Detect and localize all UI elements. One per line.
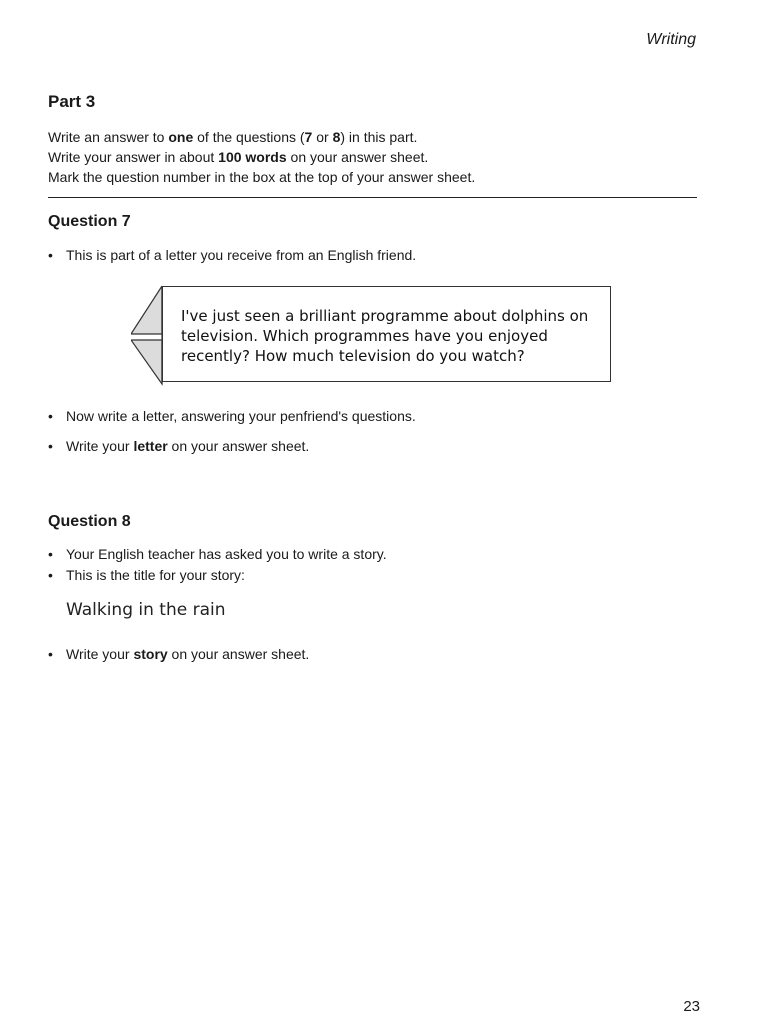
question-8-bullet-3: • Write your story on your answer sheet.	[48, 646, 310, 662]
instruction-line-3: Mark the question number in the box at the top of your answer sheet.	[48, 169, 476, 185]
question-7-bullet-3: • Write your letter on your answer sheet.	[48, 438, 310, 454]
bullet-icon: •	[48, 247, 53, 263]
part-instructions	[48, 127, 708, 187]
bullet-icon: •	[48, 646, 53, 662]
question-7-intro: • This is part of a letter you receive from an English friend.	[48, 247, 417, 263]
question-8-bullet-2: • This is the title for your story:	[48, 567, 245, 583]
part-title: Part 3	[48, 92, 96, 111]
question-8-bullet-1: • Your English teacher has asked you to write a story.	[48, 546, 387, 562]
question-7-title: Question 7	[48, 213, 131, 230]
bullet-icon: •	[48, 567, 53, 583]
section-divider	[48, 197, 697, 198]
story-title: Walking in the rain	[66, 600, 226, 620]
letter-line: television. Which programmes have you enjoyed	[181, 327, 548, 345]
question-7-bullet-2: • Now write a letter, answering your penfriend's questions.	[48, 408, 416, 424]
letter-line: recently? How much television do you watch?	[181, 347, 525, 365]
instruction-line-2: Write your answer in about 100 words on your answer sheet.	[48, 149, 429, 165]
letter-line: I've just seen a brilliant programme about dolphins on	[181, 307, 589, 325]
bullet-icon: •	[48, 438, 53, 454]
bullet-icon: •	[48, 408, 53, 424]
instruction-line-1: Write an answer to one of the questions (7 or 8) in this part.	[48, 129, 418, 145]
letter-excerpt-box	[162, 286, 611, 382]
section-header: Writing	[646, 31, 696, 48]
letter-fold-icon	[131, 286, 165, 386]
question-8-title: Question 8	[48, 513, 131, 530]
bullet-icon: •	[48, 546, 53, 562]
page-number: 23	[683, 998, 700, 1015]
